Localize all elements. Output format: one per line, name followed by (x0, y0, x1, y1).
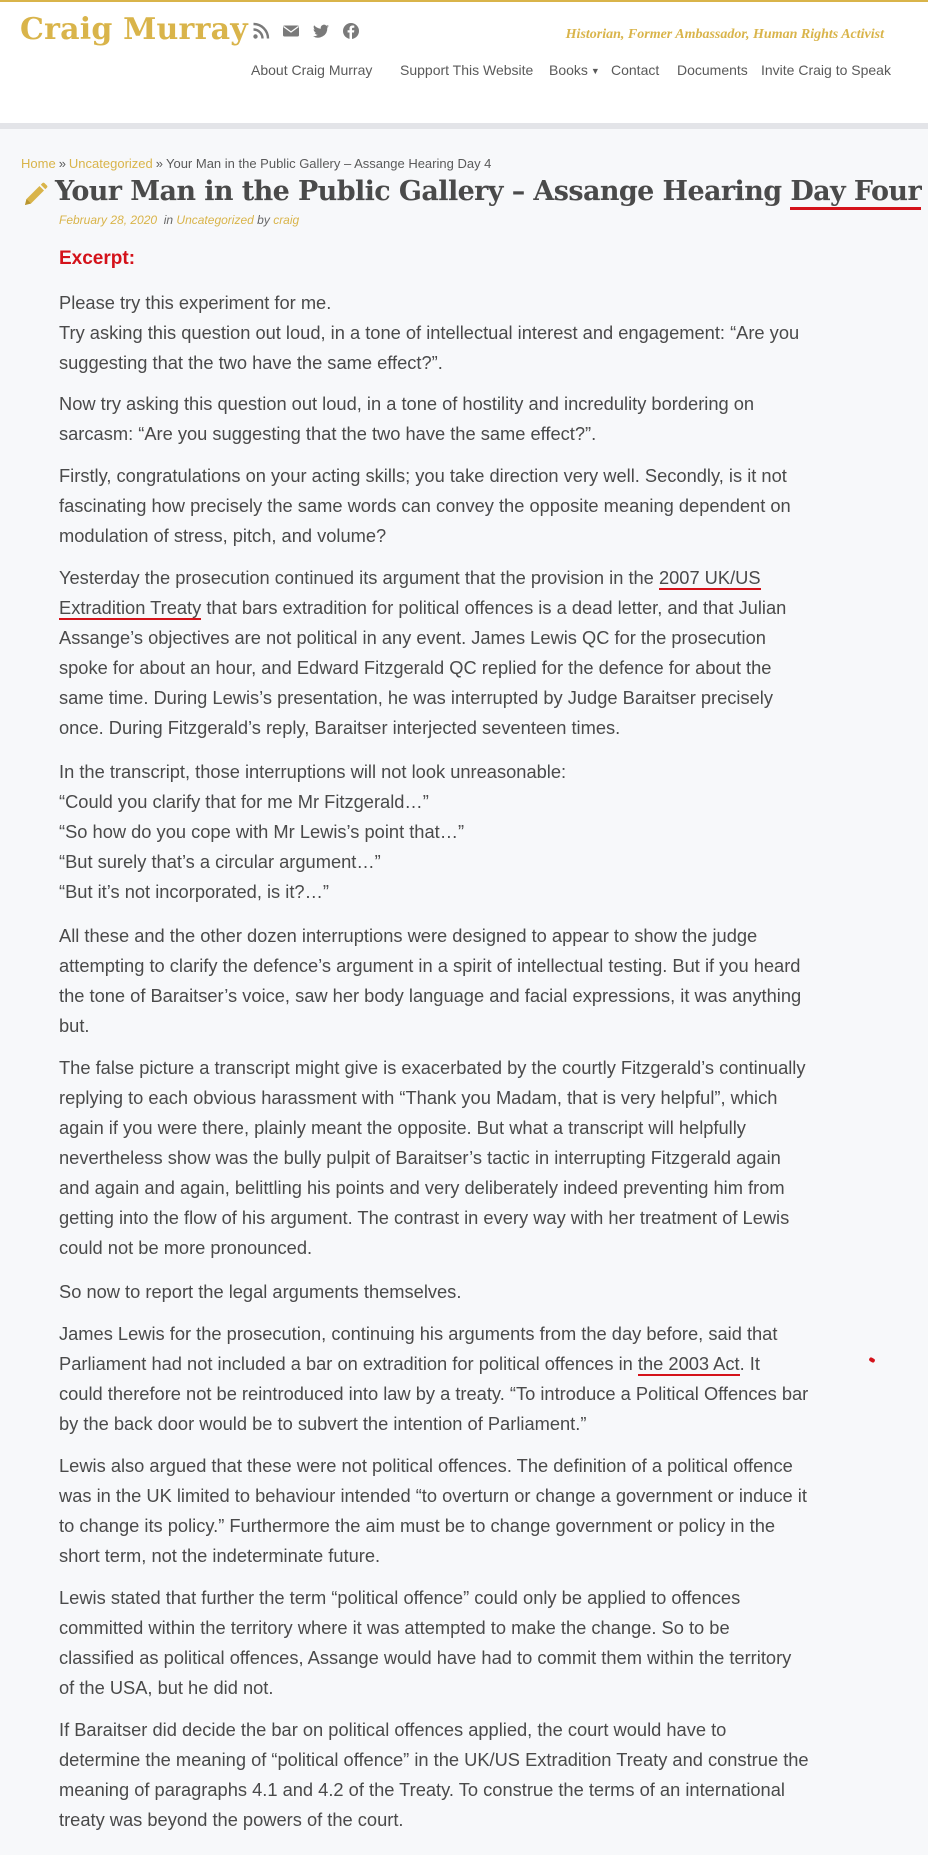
breadcrumb-separator: » (58, 156, 66, 171)
breadcrumb-home[interactable]: Home (21, 156, 56, 171)
paragraph (59, 1053, 833, 1263)
text-line: classified as political offences, Assange would have had to commit them within the territory (59, 1647, 792, 1668)
text-line: determine the meaning of “political offence” in the UK/US Extradition Treaty and construe the (59, 1749, 809, 1770)
text-line: All these and the other dozen interruptions were designed to appear to show the judge (59, 925, 758, 946)
text-line: Try asking this question out loud, in a tone of intellectual interest and engagement: “Are you (59, 322, 800, 343)
text-line: fascinating how precisely the same words can convey the opposite meaning dependent on (59, 495, 791, 516)
site-header (0, 2, 928, 129)
text-line: So now to report the legal arguments themselves. (59, 1281, 462, 1302)
text-line: modulation of stress, pitch, and volume? (59, 525, 387, 546)
nav-contact[interactable]: Contact (611, 62, 660, 78)
text-segment: that bars extradition for political offences is a dead letter, and that Julian (201, 597, 787, 618)
text-line: to change its policy.” Furthermore the aim must be to change government or policy in the (59, 1515, 776, 1536)
meta-in-text: in (163, 213, 174, 227)
post-title (55, 176, 921, 207)
pencil-icon (21, 181, 49, 209)
text-line: was in the UK limited to behaviour intended “to overturn or change a government or induce it (59, 1485, 807, 1506)
excerpt-label: Excerpt: (59, 248, 136, 269)
text-line: could not be more pronounced. (59, 1237, 313, 1258)
paragraph (59, 288, 833, 378)
text-line (59, 563, 833, 593)
text-line: nevertheless show was the bully pulpit of Baraitser’s tactic in interrupting Fitzgerald again (59, 1147, 781, 1168)
paragraph (59, 563, 833, 743)
breadcrumb-category[interactable]: Uncategorized (68, 156, 153, 171)
text-line: once. During Fitzgerald’s reply, Baraitser interjected seventeen times. (59, 717, 621, 738)
main-nav (0, 62, 928, 84)
nav-books[interactable] (549, 62, 600, 78)
post-meta (59, 213, 299, 227)
text-line: could therefore not be reintroduced into law by a treaty. “To introduce a Political Offences bar (59, 1383, 809, 1404)
text-line: replying to each obvious harassment with “Thank you Madam, that is very helpful”, which (59, 1087, 778, 1108)
mail-icon[interactable] (282, 22, 300, 40)
twitter-icon[interactable] (312, 22, 330, 40)
paragraph (59, 757, 833, 907)
paragraph (59, 1715, 833, 1835)
post-date[interactable]: February 28, 2020 (59, 213, 158, 227)
text-segment: Yesterday the prosecution continued its argument that the provision in the (59, 567, 659, 588)
text-segment: Parliament had not included a bar on extradition for political offences in (59, 1353, 638, 1374)
text-line: and again and again, belittling his points and very deliberately indeed preventing him from (59, 1177, 785, 1198)
text-line (59, 593, 833, 623)
underlined-phrase: the 2003 Act (637, 1353, 740, 1374)
post-category-link[interactable]: Uncategorized (176, 213, 254, 227)
text-line: again if you were there, plainly meant the opposite. But what a transcript will helpfully (59, 1117, 746, 1138)
paragraph (59, 1319, 833, 1439)
rss-icon[interactable] (252, 22, 270, 40)
text-line: James Lewis for the prosecution, continuing his arguments from the day before, said that (59, 1323, 778, 1344)
text-line: of the USA, but he did not. (59, 1677, 274, 1698)
text-line: Assange’s objectives are not political in any event. James Lewis QC for the prosecution (59, 627, 766, 648)
paragraph (59, 921, 833, 1041)
text-line: In the transcript, those interruptions will not look unreasonable: (59, 761, 567, 782)
annotation-mark (868, 1357, 875, 1363)
nav-invite[interactable]: Invite Craig to Speak (761, 62, 891, 78)
text-line: getting into the flow of his argument. The contrast in every way with her treatment of Lewis (59, 1207, 790, 1228)
underlined-phrase: Extradition Treaty (59, 597, 202, 618)
text-line: Lewis stated that further the term “political offence” could only be applied to offences (59, 1587, 741, 1608)
social-links (252, 22, 360, 40)
paragraph (59, 389, 833, 449)
text-line (59, 1349, 833, 1379)
post-title-text: Your Man in the Public Gallery – Assange Hearing (55, 176, 791, 207)
text-line: “So how do you cope with Mr Lewis’s point that…” (59, 821, 465, 842)
text-line: The false picture a transcript might give is exacerbated by the courtly Fitzgerald’s continually (59, 1057, 806, 1078)
site-logo[interactable]: Craig Murray (20, 12, 248, 47)
nav-about[interactable]: About Craig Murray (251, 62, 373, 78)
chevron-down-icon: ▼ (590, 66, 600, 77)
text-line: sarcasm: “Are you suggesting that the two have the same effect?”. (59, 423, 597, 444)
nav-books-label: Books (549, 62, 588, 78)
text-line: spoke for about an hour, and Edward Fitzgerald QC replied for the defence for about the (59, 657, 772, 678)
text-line: attempting to clarify the defence’s argument in a spirit of intellectual testing. But if you heard (59, 955, 801, 976)
site-tagline: Historian, Former Ambassador, Human Rights Activist (565, 27, 884, 42)
post-author-link[interactable]: craig (273, 213, 300, 227)
text-line: Please try this experiment for me. (59, 292, 332, 313)
facebook-icon[interactable] (342, 22, 360, 40)
text-line: committed within the territory where it was attempted to make the change. So to be (59, 1617, 730, 1638)
meta-by-text: by (257, 213, 270, 227)
paragraph (59, 1277, 833, 1307)
text-line: short term, not the indeterminate future. (59, 1545, 381, 1566)
text-line: “But surely that’s a circular argument…” (59, 851, 381, 872)
text-line: “But it’s not incorporated, is it?…” (59, 881, 329, 902)
text-line: meaning of paragraphs 4.1 and 4.2 of the Treaty. To construe the terms of an international (59, 1779, 785, 1800)
text-line: “Could you clarify that for me Mr Fitzgerald…” (59, 791, 429, 812)
paragraph (59, 1451, 833, 1571)
text-line: same time. During Lewis’s presentation, he was interrupted by Judge Baraitser precisely (59, 687, 773, 708)
text-line: treaty was beyond the powers of the court. (59, 1809, 404, 1830)
paragraph (59, 1583, 833, 1703)
breadcrumb-current: Your Man in the Public Gallery – Assange Hearing Day 4 (165, 156, 492, 171)
paragraph (59, 461, 833, 551)
breadcrumb-separator: » (155, 156, 163, 171)
underlined-phrase: 2007 UK/US (658, 567, 761, 588)
breadcrumb (21, 156, 491, 171)
text-line: the tone of Baraitser’s voice, saw her body language and facial expressions, it was anything (59, 985, 802, 1006)
nav-documents[interactable]: Documents (677, 62, 748, 78)
nav-support[interactable]: Support This Website (400, 62, 534, 78)
text-line: Lewis also argued that these were not political offences. The definition of a political offence (59, 1455, 793, 1476)
post-title-highlight: Day Four (790, 176, 921, 210)
text-line: If Baraitser did decide the bar on political offences applied, the court would have to (59, 1719, 727, 1740)
text-line: by the back door would be to subvert the intention of Parliament.” (59, 1413, 587, 1434)
text-line: Firstly, congratulations on your acting skills; you take direction very well. Secondly, is it not (59, 465, 787, 486)
text-line: but. (59, 1015, 90, 1036)
text-line: Now try asking this question out loud, in a tone of hostility and incredulity bordering on (59, 393, 755, 414)
text-segment: . It (739, 1353, 760, 1374)
text-line: suggesting that the two have the same effect?”. (59, 352, 443, 373)
